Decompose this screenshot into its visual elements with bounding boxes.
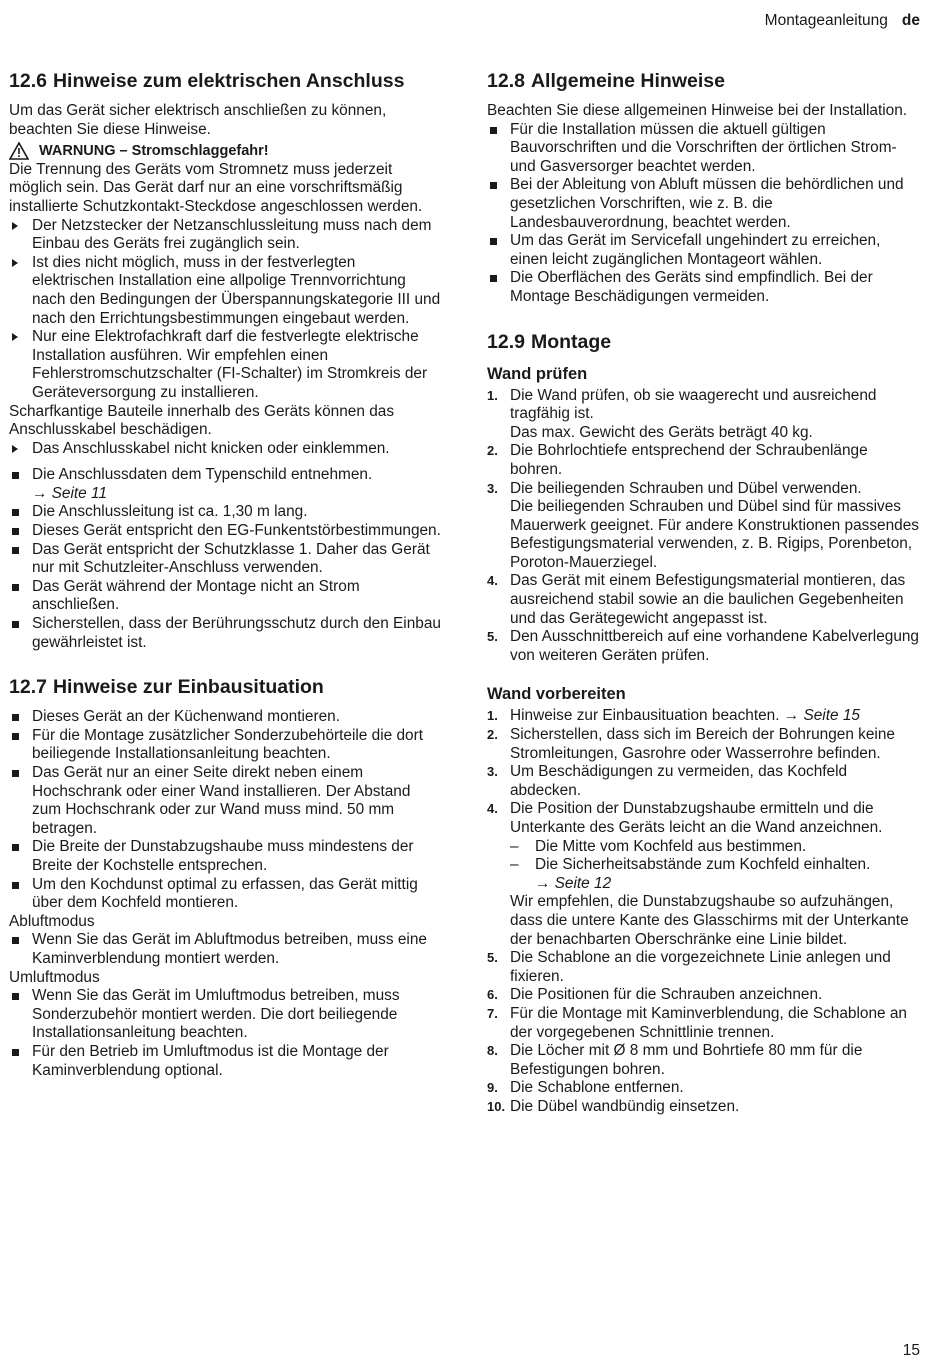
list-item: – Die Mitte vom Kochfeld aus bestimmen. xyxy=(510,838,919,857)
left-column xyxy=(9,68,441,1080)
wand-vorbereiten-heading: Wand vorbereiten xyxy=(487,685,626,704)
list-item: Dieses Gerät entspricht den EG-Funkentstörbestimmungen. xyxy=(9,522,441,541)
list-item: 5. Den Ausschnittbereich auf eine vorhandene Kabelverlegung von weiteren Geräten prüfen. xyxy=(487,628,919,664)
list-item: 9. Die Schablone entfernen. xyxy=(487,1079,684,1097)
list-item: Nur eine Elektrofachkraft darf die festverlegte elektrische Installation ausführen. Wir empfehlen einen Fehlerstromschutzschalter (FI-Schalter) im Stromkreis der Geräteversorgung zu installieren. xyxy=(9,328,441,402)
list-item: 4. Die Position der Dunstabzugshaube ermitteln und die Unterkante des Geräts leicht an die Wand anzeichnen. – Die Mitte vom Kochfeld aus bestimmen. – Die Sicherheitsabstände zum Kochfeld einhalten. → Seite 12 Wir empfehlen, die Dunstabzugshaube so aufzuhängen, dass die untere Kante des Glasschirms mit der Unterkante der benachbarten Oberschränke eine Linie bildet. xyxy=(487,800,919,949)
list-item: Das Anschlusskabel nicht knicken oder einklemmen. xyxy=(9,440,441,459)
wand-pruefen-heading: Wand prüfen xyxy=(487,364,588,383)
list-item: 3. Die beiliegenden Schrauben und Dübel verwenden. Die beiliegenden Schrauben und Dübel sind für massives Mauerwerk geeignet. Für andere Konstruktionen passendes Befestigungsmaterial verwenden, z. B. Rigips, Porenbeton, Poroton-Mauerziegel. xyxy=(487,479,919,571)
list-item: – Die Sicherheitsabstände zum Kochfeld einhalten. → Seite 12 xyxy=(510,856,919,893)
installation-bullets xyxy=(9,708,441,913)
wand-vorbereiten-steps xyxy=(487,707,919,1116)
list-item: Die Anschlussleitung ist ca. 1,30 m lang. xyxy=(9,503,441,522)
page-reference-link[interactable]: → Seite 15 xyxy=(783,707,860,725)
right-column xyxy=(487,68,919,1117)
list-item: 7. Für die Montage mit Kaminverblendung, die Schablone an der vorgegebenen Schnittlinie trennen. xyxy=(487,1004,907,1041)
page-reference-link[interactable]: → Seite 12 xyxy=(535,874,612,892)
list-item: Dieses Gerät an der Küchenwand montieren. xyxy=(9,708,441,727)
list-item: Bei der Ableitung von Abluft müssen die behördlichen und gesetzlichen Vorschriften, wie z. B. die Landesbauverordnung, beachtet werden. xyxy=(487,176,919,232)
general-bullets xyxy=(487,121,919,307)
section-12-8-intro: Beachten Sie diese allgemeinen Hinweise bei der Installation. xyxy=(487,102,908,119)
header-title: Montageanleitung xyxy=(764,12,888,29)
list-item: Wenn Sie das Gerät im Umluftmodus betreiben, muss Sonderzubehör montiert werden. Die dort beiliegende Installationsanleitung beachten. xyxy=(9,987,441,1043)
list-item: 10. Die Dübel wandbündig einsetzen. xyxy=(487,1097,740,1115)
list-item: Der Netzstecker der Netzanschlussleitung muss nach dem Einbau des Geräts frei zugänglich sein. xyxy=(9,217,441,254)
list-item: Die Breite der Dunstabzugshaube muss mindestens der Breite der Kochstelle entsprechen. xyxy=(9,838,441,875)
list-item: 4. Das Gerät mit einem Befestigungsmaterial montieren, das ausreichend stabil sowie an die baulichen Gegebenheiten und das Gerätegewicht angepasst ist. xyxy=(487,572,906,627)
list-item: 3. Um Beschädigungen zu vermeiden, das Kochfeld abdecken. xyxy=(487,763,848,799)
list-item: 2. Die Bohrlochtiefe entsprechend der Schraubenlänge bohren. xyxy=(487,442,868,478)
header-language: de xyxy=(901,12,920,29)
list-item: Das Gerät während der Montage nicht an Strom anschließen. xyxy=(9,578,441,615)
section-12-8-heading: 12.8 Allgemeine Hinweise xyxy=(487,70,725,92)
connection-bullets xyxy=(9,466,441,652)
page-header xyxy=(765,12,920,30)
wand-pruefen-steps xyxy=(487,387,919,666)
list-item: 5. Die Schablone an die vorgezeichnete Linie anlegen und fixieren. xyxy=(487,949,891,985)
list-item: Sicherstellen, dass der Berührungsschutz durch den Einbau gewährleistet ist. xyxy=(9,615,441,652)
page-reference-link[interactable]: → Seite 11 xyxy=(32,484,107,502)
list-item: 1. Hinweise zur Einbausituation beachten. → Seite 15 xyxy=(487,707,860,725)
list-item: Für die Montage zusätzlicher Sonderzubehörteile die dort beiliegende Installationsanleitung beachten. xyxy=(9,727,441,764)
list-item: Ist dies nicht möglich, muss in der festverlegten elektrischen Installation eine allpolige Trennvorrichtung nach den Bedingungen der Überspannungskategorie III und nach den Errichtungsbestimmungen eingebaut werden. xyxy=(9,254,441,328)
warning-text: Die Trennung des Geräts vom Stromnetz muss jederzeit möglich sein. Das Gerät darf nur an eine vorschriftsmäßig installierte Schutzkontakt-Steckdose angeschlossen werden. xyxy=(9,160,423,215)
list-item: Das Gerät entspricht der Schutzklasse 1. Daher das Gerät nur mit Schutzleiter-Anschluss verwenden. xyxy=(9,541,441,578)
list-item: Um das Gerät im Servicefall ungehindert zu erreichen, einen leicht zugänglichen Montageort wählen. xyxy=(487,232,919,269)
warning-triangle-icon xyxy=(9,142,29,160)
list-item: Um den Kochdunst optimal zu erfassen, das Gerät mittig über dem Kochfeld montieren. xyxy=(9,876,441,913)
section-12-9-heading: 12.9 Montage xyxy=(487,330,612,353)
list-item: 8. Die Löcher mit Ø 8 mm und Bohrtiefe 80 mm für die Befestigungen bohren. xyxy=(487,1042,863,1078)
abluft-label: Abluftmodus xyxy=(9,912,95,930)
list-item: 6. Die Positionen für die Schrauben anzeichnen. xyxy=(487,986,823,1004)
page-number: 15 xyxy=(902,1342,920,1359)
list-item: Wenn Sie das Gerät im Abluftmodus betreiben, muss eine Kaminverblendung montiert werden. xyxy=(9,931,441,968)
list-item: Die Oberflächen des Geräts sind empfindlich. Bei der Montage Beschädigungen vermeiden. xyxy=(487,269,919,306)
warning-steps xyxy=(9,217,441,403)
umluft-label: Umluftmodus xyxy=(9,968,100,986)
section-12-6-intro: Um das Gerät sicher elektrisch anschließen zu können, beachten Sie diese Hinweise. xyxy=(9,102,387,138)
list-item: Die Anschlussdaten dem Typenschild entnehmen. → Seite 11 xyxy=(9,466,441,503)
list-item: Für den Betrieb im Umluftmodus ist die Montage der Kaminverblendung optional. xyxy=(9,1043,441,1080)
list-item: 2. Sicherstellen, dass sich im Bereich der Bohrungen keine Stromleitungen, Gasrohre oder Wasserrohre befinden. xyxy=(487,726,895,762)
list-item: Das Gerät nur an einer Seite direkt neben einem Hochschrank oder einer Wand installieren. Der Abstand zum Hochschrank oder zur Wand muss mind. 50 mm betragen. xyxy=(9,764,441,838)
sub-steps xyxy=(510,838,919,894)
warning-label: WARNUNG – Stromschlaggefahr! xyxy=(9,142,441,161)
section-12-7-heading: 12.7 Hinweise zur Einbausituation xyxy=(9,676,324,699)
sharp-edges-text: Scharfkantige Bauteile innerhalb des Geräts können das Anschlusskabel beschädigen. xyxy=(9,402,395,439)
list-item: 1. Die Wand prüfen, ob sie waagerecht und ausreichend tragfähig ist. Das max. Gewicht des Geräts beträgt 40 kg. xyxy=(487,386,877,441)
list-item: Für die Installation müssen die aktuell gültigen Bauvorschriften und die Vorschriften der örtlichen Strom- und Gasversorger beachtet werden. xyxy=(487,121,919,177)
section-12-6-heading: 12.6 Hinweise zum elektrischen Anschluss xyxy=(9,70,405,92)
